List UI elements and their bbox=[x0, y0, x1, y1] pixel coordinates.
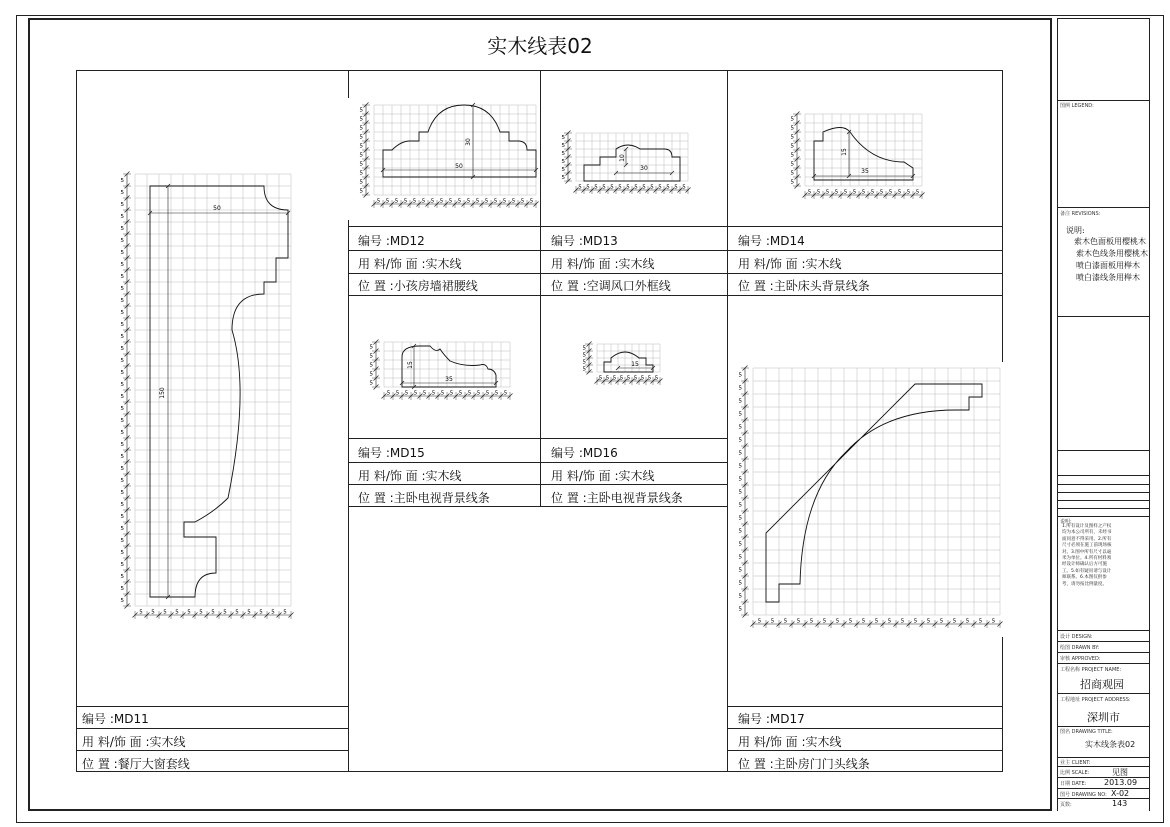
tick-label: 5 bbox=[835, 618, 840, 625]
tick-label: 5 bbox=[120, 538, 124, 544]
tick-label: 5 bbox=[120, 202, 124, 208]
tb-line bbox=[1057, 18, 1149, 19]
tick-label: 5 bbox=[422, 390, 427, 397]
tick-label: 5 bbox=[120, 346, 124, 352]
tick-label: 5 bbox=[163, 609, 167, 616]
tick-label: 5 bbox=[120, 394, 124, 400]
tick-label: 5 bbox=[582, 359, 586, 366]
md16-position: 位 置 :主卧电视背景线条 bbox=[551, 491, 683, 505]
tick-label: 5 bbox=[120, 574, 124, 580]
tick-label: 5 bbox=[120, 250, 124, 256]
tick-label: 5 bbox=[394, 198, 399, 205]
tick-label: 5 bbox=[790, 134, 794, 141]
md14-code: 编号 :MD14 bbox=[738, 234, 805, 248]
tick-label: 5 bbox=[852, 189, 857, 196]
tick-label: 5 bbox=[634, 184, 638, 191]
md13-profile-drawing bbox=[560, 125, 700, 220]
md17-position: 位 置 :主卧房门门头线条 bbox=[738, 757, 870, 771]
tick-label: 5 bbox=[120, 298, 124, 304]
tick-label: 5 bbox=[199, 609, 203, 616]
tb-legend-label: 图例 LEGEND: bbox=[1060, 103, 1094, 109]
tick-label: 5 bbox=[619, 375, 624, 382]
tick-label: 5 bbox=[503, 390, 508, 397]
sheet-title: 实木线表02 bbox=[487, 34, 593, 58]
tick-label: 5 bbox=[385, 198, 390, 205]
tb-line bbox=[1057, 475, 1149, 476]
tick-label: 5 bbox=[738, 424, 742, 431]
tick-label: 5 bbox=[822, 618, 827, 625]
tick-label: 5 bbox=[484, 198, 489, 205]
md16-code: 编号 :MD16 bbox=[551, 446, 618, 460]
tick-label: 5 bbox=[120, 274, 124, 280]
tb-line bbox=[1057, 100, 1149, 101]
tick-label: 5 bbox=[431, 390, 436, 397]
row-line bbox=[348, 226, 1003, 227]
tick-label: 5 bbox=[430, 198, 435, 205]
tick-label: 5 bbox=[682, 184, 686, 191]
tick-label: 5 bbox=[271, 609, 275, 616]
tb-date-label: 日期 DATE: bbox=[1060, 781, 1087, 787]
tb-drawing-title-label: 图名 DRAWING TITLE: bbox=[1060, 729, 1113, 735]
tick-label: 5 bbox=[359, 170, 363, 177]
tick-label: 5 bbox=[120, 418, 124, 424]
tick-label: 5 bbox=[738, 515, 742, 522]
md11-code: 编号 :MD11 bbox=[82, 712, 149, 726]
md11-profile-drawing bbox=[110, 165, 305, 635]
tb-line bbox=[1057, 693, 1149, 694]
tick-label: 5 bbox=[790, 179, 794, 186]
tick-label: 5 bbox=[223, 609, 227, 616]
tick-label: 5 bbox=[403, 198, 408, 205]
tick-label: 5 bbox=[369, 353, 373, 360]
tick-label: 5 bbox=[582, 352, 586, 359]
tb-legend-line: 喷白漆面板用榉木 bbox=[1076, 261, 1140, 270]
row-line bbox=[348, 295, 1003, 296]
tick-label: 5 bbox=[120, 310, 124, 316]
tick-label: 5 bbox=[796, 618, 801, 625]
tick-label: 5 bbox=[738, 528, 742, 535]
md13-material: 用 料/饰 面 :实木线 bbox=[551, 257, 655, 271]
tick-label: 5 bbox=[485, 390, 490, 397]
tick-label: 5 bbox=[843, 189, 848, 196]
tb-line bbox=[1057, 500, 1149, 501]
md15-position: 位 置 :主卧电视背景线条 bbox=[358, 491, 490, 505]
tick-label: 5 bbox=[511, 198, 516, 205]
tick-label: 5 bbox=[413, 390, 418, 397]
tick-label: 5 bbox=[848, 618, 853, 625]
tick-label: 5 bbox=[359, 179, 363, 186]
tick-label: 5 bbox=[879, 189, 884, 196]
tick-label: 5 bbox=[738, 372, 742, 379]
dimension-label: 30 bbox=[465, 138, 472, 146]
tick-label: 5 bbox=[412, 198, 417, 205]
md12-material: 用 料/饰 面 :实木线 bbox=[358, 257, 462, 271]
tick-label: 5 bbox=[582, 366, 586, 373]
tick-label: 5 bbox=[561, 167, 565, 173]
tick-label: 5 bbox=[770, 618, 775, 625]
tick-label: 5 bbox=[247, 609, 251, 616]
tb-project-name-label: 工程名称 PROJECT NAME: bbox=[1060, 667, 1122, 673]
tb-legend-heading: 说明: bbox=[1066, 226, 1085, 235]
tick-label: 5 bbox=[421, 198, 426, 205]
row-line bbox=[76, 706, 348, 707]
tick-label: 5 bbox=[475, 198, 480, 205]
tb-project-address: 深圳市 bbox=[1087, 711, 1120, 724]
tick-label: 5 bbox=[605, 375, 610, 382]
md12-position: 位 置 :小孩房墙裙腰线 bbox=[358, 279, 478, 293]
tb-line bbox=[1057, 766, 1149, 767]
tick-label: 5 bbox=[235, 609, 239, 616]
tb-line bbox=[1057, 630, 1149, 631]
tick-label: 5 bbox=[738, 385, 742, 392]
md15-code: 编号 :MD15 bbox=[358, 446, 425, 460]
tick-label: 5 bbox=[816, 189, 821, 196]
tb-line bbox=[1057, 316, 1149, 317]
tb-client-label: 业主 CLIENT: bbox=[1060, 760, 1091, 766]
tick-label: 5 bbox=[738, 554, 742, 561]
tick-label: 5 bbox=[175, 609, 179, 616]
row-line bbox=[76, 750, 348, 751]
tick-label: 5 bbox=[359, 134, 363, 141]
dimension-label: 50 bbox=[213, 205, 221, 212]
tick-label: 5 bbox=[449, 390, 454, 397]
tick-label: 5 bbox=[738, 398, 742, 405]
tb-drawing-title: 实木线条表02 bbox=[1085, 740, 1136, 749]
tb-page: 143 bbox=[1112, 799, 1128, 808]
tb-drawn-label: 绘图 DRAWN BY: bbox=[1060, 645, 1100, 651]
tick-label: 5 bbox=[602, 184, 606, 191]
tick-label: 5 bbox=[448, 198, 453, 205]
tb-scale: 见图 bbox=[1112, 768, 1128, 777]
md17-material: 用 料/饰 面 :实木线 bbox=[738, 735, 842, 749]
tick-label: 5 bbox=[626, 184, 630, 191]
tick-label: 5 bbox=[790, 170, 794, 177]
tick-label: 5 bbox=[738, 606, 742, 613]
tick-label: 5 bbox=[874, 618, 879, 625]
tick-label: 5 bbox=[120, 442, 124, 448]
md13-code: 编号 :MD13 bbox=[551, 234, 618, 248]
row-line bbox=[348, 484, 727, 485]
tick-label: 5 bbox=[283, 609, 287, 616]
tb-line bbox=[1057, 641, 1149, 642]
dimension-label: 35 bbox=[861, 168, 869, 175]
tick-label: 5 bbox=[120, 526, 124, 532]
tick-label: 5 bbox=[120, 562, 124, 568]
tick-label: 5 bbox=[120, 370, 124, 376]
tick-label: 5 bbox=[520, 198, 525, 205]
tick-label: 5 bbox=[650, 184, 654, 191]
row-line bbox=[348, 438, 727, 439]
tick-label: 5 bbox=[887, 618, 892, 625]
tick-label: 5 bbox=[790, 125, 794, 132]
tb-drawing-no: X-02 bbox=[1111, 789, 1130, 798]
tb-line bbox=[1057, 663, 1149, 664]
row-line bbox=[727, 706, 1003, 707]
tick-label: 5 bbox=[870, 189, 875, 196]
md14-profile-drawing bbox=[785, 110, 935, 218]
tick-label: 5 bbox=[861, 189, 866, 196]
tick-label: 5 bbox=[120, 598, 124, 604]
tick-label: 5 bbox=[738, 489, 742, 496]
tick-label: 5 bbox=[633, 375, 638, 382]
tb-line bbox=[1057, 508, 1149, 509]
tick-label: 5 bbox=[359, 161, 363, 168]
tick-label: 5 bbox=[738, 502, 742, 509]
tick-label: 5 bbox=[120, 586, 124, 592]
md14-position: 位 置 :主卧床头背景线条 bbox=[738, 279, 870, 293]
tb-line bbox=[1057, 484, 1149, 485]
tb-line bbox=[1057, 207, 1149, 208]
tick-label: 5 bbox=[259, 609, 263, 616]
tick-label: 5 bbox=[369, 362, 373, 369]
tb-legend-line: 索木色面板用樱桃木 bbox=[1074, 237, 1146, 246]
tick-label: 5 bbox=[738, 580, 742, 587]
tb-line bbox=[1057, 788, 1149, 789]
tick-label: 5 bbox=[561, 143, 565, 149]
tick-label: 5 bbox=[618, 184, 622, 191]
tick-label: 5 bbox=[738, 463, 742, 470]
tick-label: 5 bbox=[561, 175, 565, 181]
dimension-label: 15 bbox=[841, 148, 848, 156]
tick-label: 5 bbox=[586, 184, 590, 191]
md16-profile bbox=[604, 352, 653, 372]
tick-label: 5 bbox=[913, 618, 918, 625]
dimension-label: 50 bbox=[455, 163, 463, 170]
tb-notes-heading: 说明: bbox=[1060, 519, 1072, 525]
tick-label: 5 bbox=[120, 514, 124, 520]
tick-label: 5 bbox=[939, 618, 944, 625]
tick-label: 5 bbox=[738, 476, 742, 483]
tick-label: 5 bbox=[439, 198, 444, 205]
tick-label: 5 bbox=[991, 618, 996, 625]
dimension-label: 15 bbox=[631, 361, 639, 368]
tick-label: 5 bbox=[458, 390, 463, 397]
dimension-label: 30 bbox=[640, 165, 648, 172]
tick-label: 5 bbox=[466, 198, 471, 205]
tick-label: 5 bbox=[674, 184, 678, 191]
tb-revisions-label: 备注 REVISIONS: bbox=[1060, 211, 1101, 217]
tick-label: 5 bbox=[369, 371, 373, 378]
tick-label: 5 bbox=[476, 390, 481, 397]
tick-label: 5 bbox=[626, 375, 631, 382]
tick-label: 5 bbox=[120, 322, 124, 328]
tb-date: 2013.09 bbox=[1104, 778, 1138, 787]
md15-material: 用 料/饰 面 :实木线 bbox=[358, 469, 462, 483]
row-line bbox=[727, 728, 1003, 729]
tb-line bbox=[1057, 652, 1149, 653]
md12-code: 编号 :MD12 bbox=[358, 234, 425, 248]
tick-label: 5 bbox=[376, 198, 381, 205]
tick-label: 5 bbox=[906, 189, 911, 196]
tb-legend-line: 喷白漆线条用榉木 bbox=[1076, 273, 1140, 282]
tick-label: 5 bbox=[738, 437, 742, 444]
tick-label: 5 bbox=[738, 567, 742, 574]
tb-line bbox=[1057, 798, 1149, 799]
row-line bbox=[348, 462, 727, 463]
tick-label: 5 bbox=[861, 618, 866, 625]
tick-label: 5 bbox=[120, 382, 124, 388]
md15-profile-drawing bbox=[360, 335, 520, 417]
tick-label: 5 bbox=[120, 406, 124, 412]
tick-label: 5 bbox=[978, 618, 983, 625]
tick-label: 5 bbox=[900, 618, 905, 625]
tick-label: 5 bbox=[529, 198, 534, 205]
tick-label: 5 bbox=[359, 152, 363, 159]
row-line bbox=[348, 506, 727, 507]
tick-label: 5 bbox=[151, 609, 155, 616]
tick-label: 5 bbox=[578, 184, 582, 191]
dimension-label: 10 bbox=[619, 154, 626, 162]
tick-label: 5 bbox=[654, 375, 659, 382]
tick-label: 5 bbox=[807, 189, 812, 196]
tick-label: 5 bbox=[561, 135, 565, 141]
tick-label: 5 bbox=[640, 375, 645, 382]
tick-label: 5 bbox=[582, 345, 586, 352]
title-block-border-right bbox=[1149, 18, 1150, 811]
tick-label: 5 bbox=[120, 214, 124, 220]
tick-label: 5 bbox=[120, 178, 124, 184]
tick-label: 5 bbox=[647, 375, 652, 382]
tick-label: 5 bbox=[926, 618, 931, 625]
md16-material: 用 料/饰 面 :实木线 bbox=[551, 469, 655, 483]
tick-label: 5 bbox=[120, 454, 124, 460]
tick-label: 5 bbox=[612, 375, 617, 382]
tick-label: 5 bbox=[120, 262, 124, 268]
md17-profile bbox=[766, 384, 982, 602]
tick-label: 5 bbox=[120, 334, 124, 340]
tick-label: 5 bbox=[395, 390, 400, 397]
tb-drawing-no-label: 图号 DRAWING NO: bbox=[1060, 792, 1107, 798]
tick-label: 5 bbox=[494, 390, 499, 397]
md12-profile-drawing bbox=[348, 98, 540, 220]
tick-label: 5 bbox=[502, 198, 507, 205]
md11-material: 用 料/饰 面 :实木线 bbox=[82, 735, 186, 749]
tick-label: 5 bbox=[790, 152, 794, 159]
tick-label: 5 bbox=[120, 502, 124, 508]
tick-label: 5 bbox=[834, 189, 839, 196]
row-line bbox=[348, 273, 1003, 274]
tick-label: 5 bbox=[598, 375, 603, 382]
tick-label: 5 bbox=[187, 609, 191, 616]
tick-label: 5 bbox=[783, 618, 788, 625]
tb-page-label: 页数: bbox=[1060, 802, 1072, 808]
tb-notes-text: 1.所有设计及图样之产权均为本公司所有，未经书面同意不得采用。2.所有尺寸必须在施工前现场核对。3.图中所有尺寸以毫米为单位。4.所有材料须经设计师确认后方可施工。5.如有疑问请与设计师联系。6.本图仅供参考，请勿按比例量度。 bbox=[1062, 524, 1112, 587]
tick-label: 5 bbox=[467, 390, 472, 397]
tb-scale-label: 比例 SCALE: bbox=[1060, 770, 1090, 776]
tick-label: 5 bbox=[457, 198, 462, 205]
md17-profile-drawing bbox=[738, 362, 1003, 637]
tb-approved-label: 审核 APPROVED: bbox=[1060, 656, 1101, 662]
tick-label: 5 bbox=[965, 618, 970, 625]
tick-label: 5 bbox=[658, 184, 662, 191]
tick-label: 5 bbox=[790, 116, 794, 123]
tick-label: 5 bbox=[738, 541, 742, 548]
tick-label: 5 bbox=[120, 286, 124, 292]
tick-label: 5 bbox=[120, 238, 124, 244]
tick-label: 5 bbox=[809, 618, 814, 625]
md17-code: 编号 :MD17 bbox=[738, 712, 805, 726]
tick-label: 5 bbox=[120, 466, 124, 472]
row-line bbox=[76, 728, 348, 729]
md11-position: 位 置 :餐厅大窗套线 bbox=[82, 757, 190, 771]
tick-label: 5 bbox=[825, 189, 830, 196]
tb-line bbox=[1057, 757, 1149, 758]
tick-label: 5 bbox=[120, 358, 124, 364]
tick-label: 5 bbox=[139, 609, 143, 616]
tick-label: 5 bbox=[359, 125, 363, 132]
tick-label: 5 bbox=[386, 390, 391, 397]
tick-label: 5 bbox=[790, 161, 794, 168]
md14-material: 用 料/饰 面 :实木线 bbox=[738, 257, 842, 271]
tick-label: 5 bbox=[790, 143, 794, 150]
table-divider-v3 bbox=[727, 70, 728, 772]
tick-label: 5 bbox=[915, 189, 920, 196]
tick-label: 5 bbox=[561, 159, 565, 165]
row-line bbox=[727, 750, 1003, 751]
tick-label: 5 bbox=[120, 490, 124, 496]
tick-label: 5 bbox=[359, 107, 363, 114]
tick-label: 5 bbox=[359, 143, 363, 150]
tb-design-label: 设计 DESIGN: bbox=[1060, 634, 1093, 640]
tick-label: 5 bbox=[211, 609, 215, 616]
tick-label: 5 bbox=[757, 618, 762, 625]
tick-label: 5 bbox=[642, 184, 646, 191]
tick-label: 5 bbox=[120, 550, 124, 556]
tick-label: 5 bbox=[738, 593, 742, 600]
tick-label: 5 bbox=[594, 184, 598, 191]
tb-project-address-label: 工程地址 PROJECT ADDRESS: bbox=[1060, 697, 1131, 703]
tick-label: 5 bbox=[952, 618, 957, 625]
tick-label: 5 bbox=[359, 188, 363, 195]
tick-label: 5 bbox=[120, 478, 124, 484]
tick-label: 5 bbox=[888, 189, 893, 196]
dimension-label: 15 bbox=[407, 361, 414, 369]
tick-label: 5 bbox=[666, 184, 670, 191]
tick-label: 5 bbox=[561, 151, 565, 157]
tick-label: 5 bbox=[404, 390, 409, 397]
tick-label: 5 bbox=[440, 390, 445, 397]
tick-label: 5 bbox=[120, 190, 124, 196]
tick-label: 5 bbox=[610, 184, 614, 191]
tick-label: 5 bbox=[493, 198, 498, 205]
md16-profile-drawing bbox=[575, 340, 685, 404]
tick-label: 5 bbox=[369, 380, 373, 387]
table-divider-v2 bbox=[540, 70, 541, 506]
tb-project-name: 招商观园 bbox=[1080, 678, 1124, 691]
tb-legend-line: 索木色线条用樱桃木 bbox=[1076, 249, 1148, 258]
dimension-label: 150 bbox=[159, 387, 166, 399]
tb-line bbox=[1057, 450, 1149, 451]
tick-label: 5 bbox=[120, 430, 124, 436]
dimension-label: 35 bbox=[445, 376, 453, 383]
tick-label: 5 bbox=[369, 344, 373, 351]
row-line bbox=[348, 250, 1003, 251]
tick-label: 5 bbox=[359, 116, 363, 123]
tick-label: 5 bbox=[897, 189, 902, 196]
tb-line bbox=[1057, 492, 1149, 493]
tick-label: 5 bbox=[120, 226, 124, 232]
tb-line bbox=[1057, 516, 1149, 517]
tb-line bbox=[1057, 726, 1149, 727]
md13-position: 位 置 :空调风口外框线 bbox=[551, 279, 671, 293]
tick-label: 5 bbox=[738, 411, 742, 418]
tick-label: 5 bbox=[738, 450, 742, 457]
